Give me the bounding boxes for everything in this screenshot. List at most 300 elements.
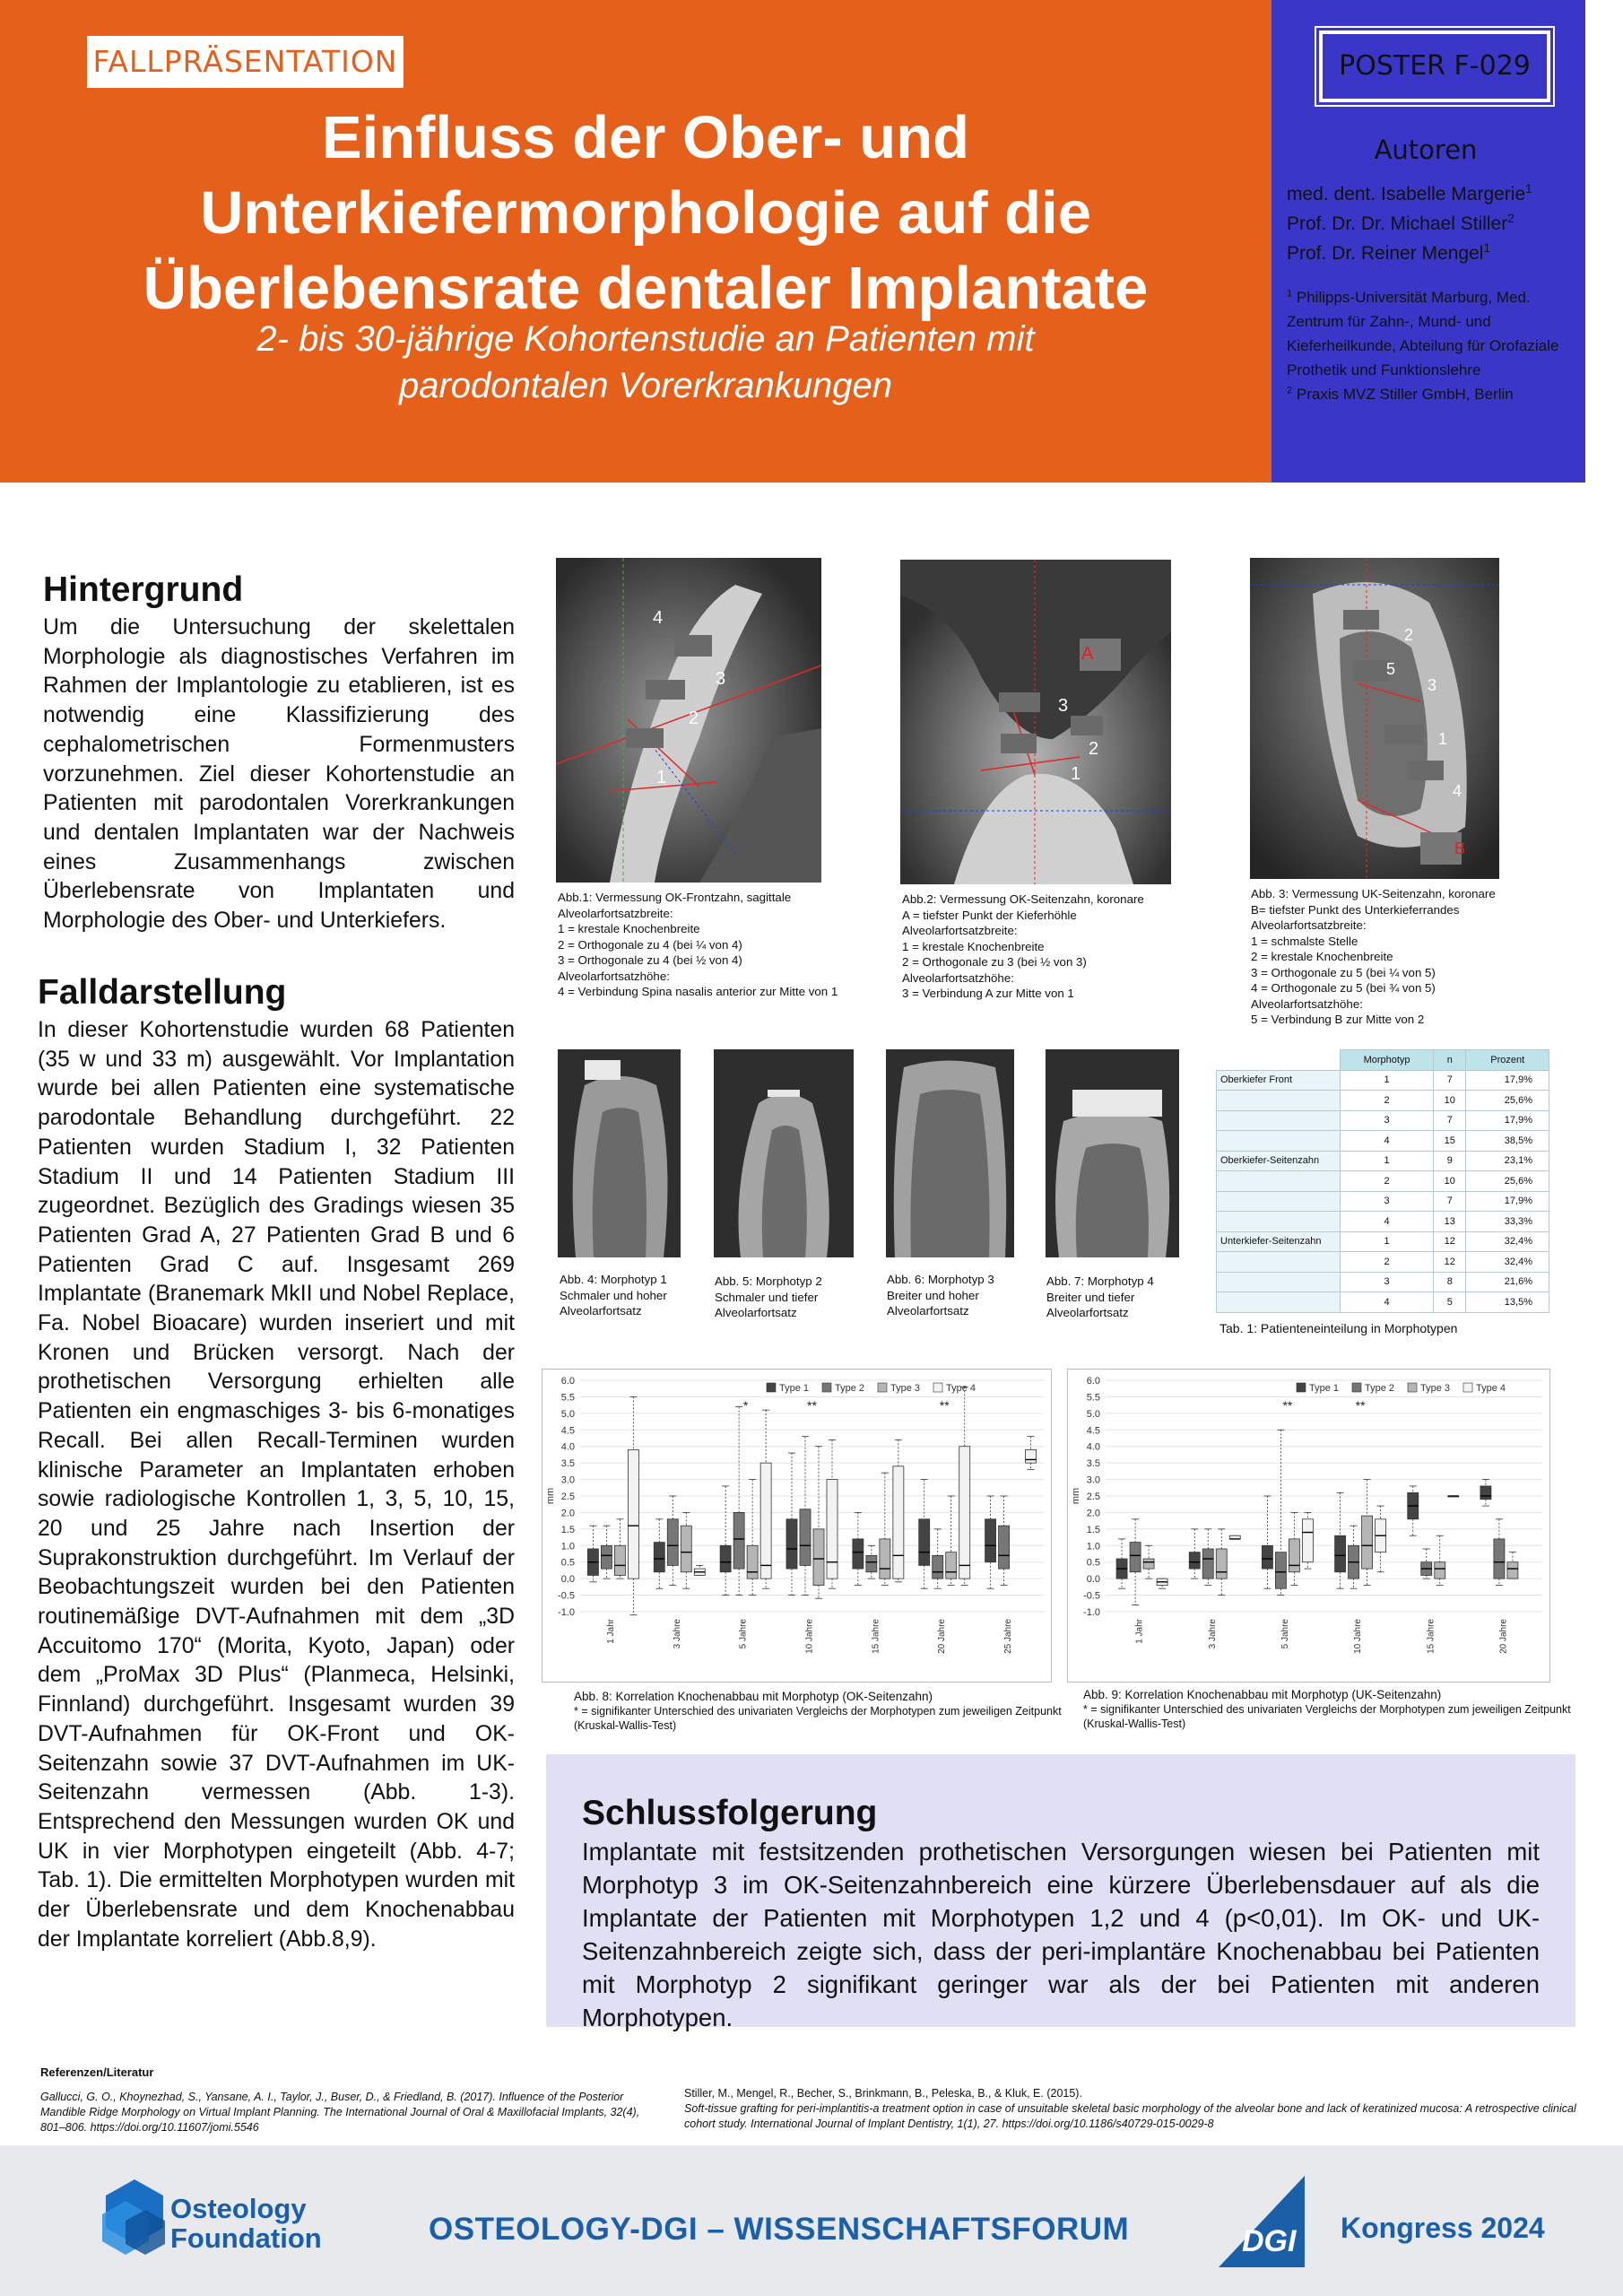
box — [827, 1480, 838, 1579]
legend-label: Type 4 — [946, 1383, 976, 1394]
table-cell: 25,6% — [1466, 1171, 1549, 1192]
figure-caption-abb4 — [560, 1272, 694, 1319]
box — [1335, 1535, 1346, 1572]
redaction-box — [1343, 610, 1379, 630]
table-group-cell: Oberkiefer Front — [1217, 1070, 1341, 1091]
y-tick-label: 1.0 — [560, 1541, 575, 1552]
author-name: med. dent. Isabelle Margerie — [1287, 184, 1526, 204]
morphotype-image-2 — [714, 1049, 854, 1257]
caption-line: Breiter und tiefer — [1046, 1290, 1135, 1304]
x-tick-label: 10 Jahre — [1353, 1619, 1364, 1654]
affiliation-item — [1287, 382, 1583, 406]
measurement-label: 3 — [1428, 676, 1437, 694]
legend-label: Type 3 — [890, 1383, 921, 1394]
table-cell: 1 — [1341, 1151, 1434, 1171]
y-tick-label: 5.5 — [1086, 1392, 1100, 1404]
table-cell: 12 — [1434, 1231, 1466, 1252]
section-heading: Falldarstellung — [38, 973, 287, 1012]
table-row — [1217, 1171, 1549, 1192]
box — [1480, 1486, 1491, 1500]
box — [1275, 1552, 1286, 1589]
caption-line: Abb. 3: Vermessung UK-Seitenzahn, koronare — [1251, 887, 1496, 900]
case-presentation-tag: FALLPRÄSENTATION — [87, 36, 404, 88]
caption-line: 3 = Verbindung A zur Mitte von 1 — [902, 987, 1074, 1000]
y-tick-label: 3.5 — [1086, 1458, 1100, 1470]
reference-2-title: Soft-tissue grafting for peri-implantitis-a treatment option in case of unsuitable skeletal basic morphology of the alveolar bone and lack of keratinized mucosa: A retrospective clinical cohort study. International Journal of Implant Dentistry, 1(1), 27. https://doi.org/10.1186/s40729-015-0029-8 — [684, 2102, 1576, 2130]
table-cell: 2 — [1341, 1171, 1434, 1192]
table-cell: 2 — [1341, 1091, 1434, 1111]
table-group-cell — [1217, 1171, 1341, 1192]
caption-line: Schmaler und tiefer — [715, 1290, 819, 1304]
author-list — [1287, 179, 1583, 268]
box — [747, 1545, 758, 1578]
box — [601, 1545, 612, 1569]
section-hintergrund — [43, 570, 515, 936]
table-row — [1217, 1292, 1549, 1313]
y-axis-label: mm — [1071, 1487, 1081, 1505]
table-group-cell — [1217, 1212, 1341, 1232]
redaction-box — [1001, 734, 1037, 753]
table-cell: 9 — [1434, 1151, 1466, 1171]
legend-label: Type 2 — [835, 1383, 865, 1394]
box — [614, 1545, 625, 1575]
caption-line: (Kruskal-Wallis-Test) — [574, 1719, 677, 1732]
y-tick-label: 2.0 — [1086, 1508, 1100, 1519]
section-body: Implantate mit festsitzenden prothetischen Versorgungen wiesen bei Patienten mit Morphotyp 3 im OK-Seitenzahnbereich eine kürzere Überlebensdauer auf als die Implantate der Patienten mit Morphotypen 1,2 und 4 (p<0,01). Im OK- und UK-Seitenzahnbereich zeigte sich, dass der peri-implantäre Knochenabbau bei Patienten mit Morphotyp 2 signifikant geringer war als der bei Patienten mit anderen Morphotypen. — [582, 1838, 1540, 2031]
box — [946, 1552, 957, 1578]
table-cell: 1 — [1341, 1070, 1434, 1091]
caption-line: * = signifikanter Unterschied des univariaten Vergleichs der Morphotypen zum jeweiligen Zeitpunkt — [574, 1705, 1062, 1718]
table-row — [1217, 1191, 1549, 1212]
caption-line: 2 = Orthogonale zu 4 (bei ¼ von 4) — [558, 937, 742, 952]
redaction-box — [1384, 725, 1424, 744]
affiliation-sup: 1 — [1287, 288, 1293, 300]
x-tick-label: 5 Jahre — [738, 1619, 749, 1649]
x-tick-label: 25 Jahre — [1003, 1619, 1014, 1654]
caption-line: Alveolarfortsatzbreite: — [1251, 918, 1367, 932]
morphotype-image-1 — [558, 1049, 681, 1257]
section-schlussfolgerung — [546, 1754, 1575, 2031]
affiliation-item — [1287, 285, 1583, 382]
table-row — [1217, 1252, 1549, 1273]
x-tick-label: 15 Jahre — [1426, 1619, 1436, 1654]
y-tick-label: 4.0 — [1086, 1441, 1100, 1453]
cbct-image-abb2 — [900, 560, 1171, 884]
measurement-label: 1 — [656, 768, 667, 787]
section-heading: Hintergrund — [43, 570, 244, 609]
caption-line: 1 = krestale Knochenbreite — [558, 922, 700, 935]
author-sup: 1 — [1525, 182, 1532, 196]
y-tick-label: 1.0 — [1086, 1541, 1100, 1552]
box — [1435, 1562, 1445, 1578]
box — [1507, 1562, 1518, 1578]
cbct-image-abb3 — [1250, 558, 1499, 879]
y-axis-label: mm — [545, 1487, 556, 1505]
table-cell: 13 — [1434, 1212, 1466, 1232]
poster-id-badge: POSTER F-029 — [1319, 30, 1550, 102]
measurement-label: 2 — [1089, 739, 1099, 759]
legend-swatch — [1297, 1383, 1306, 1392]
significance-marker: ** — [807, 1398, 817, 1413]
section-heading: Schlussfolgerung — [582, 1794, 878, 1832]
table-group-cell — [1217, 1110, 1341, 1131]
cbct-image-abb1 — [556, 558, 821, 883]
section-falldarstellung — [38, 973, 515, 1955]
figure-caption-abb5 — [715, 1274, 849, 1321]
morphotype-image-3 — [886, 1049, 1014, 1257]
box — [1143, 1559, 1154, 1569]
y-tick-label: 5.5 — [560, 1392, 575, 1404]
caption-line: 1 = schmalste Stelle — [1251, 934, 1358, 948]
table-cell: 2 — [1341, 1252, 1434, 1273]
legend-swatch — [933, 1383, 942, 1392]
osteology-foundation-wordmark — [170, 2194, 322, 2253]
title-line: Einfluss der Ober- und — [321, 104, 970, 171]
legend-swatch — [822, 1383, 831, 1392]
author-sup: 1 — [1483, 241, 1491, 255]
figure-caption-abb3 — [1251, 886, 1583, 1028]
table-group-cell — [1217, 1131, 1341, 1152]
table-cell: 4 — [1341, 1131, 1434, 1152]
table-cell: 3 — [1341, 1272, 1434, 1292]
section-body: Um die Untersuchung der skelettalen Morphologie als diagnostisches Verfahren im Rahmen der Implantologie zu etablieren, ist es notwendig eine Klassifizierung des cephalometrischen Formenmusters vorzunehmen. Ziel dieser Kohortenstudie an Patienten mit parodontalen Vorerkrankungen und dentalen Implantaten war der Nachweis eines Zusammenhangs zwischen Überlebensrate von Implantaten und Morphologie des Ober- und Unterkiefers. — [43, 615, 515, 934]
box — [893, 1466, 904, 1578]
caption-line: A = tiefster Punkt der Kieferhöhle — [902, 908, 1077, 922]
chart-abb8-svg — [542, 1370, 1051, 1682]
x-tick-label: 10 Jahre — [804, 1619, 815, 1654]
table-cell: 10 — [1434, 1091, 1466, 1111]
table-cell: 38,5% — [1466, 1131, 1549, 1152]
x-tick-label: 1 Jahr — [605, 1619, 616, 1644]
box — [786, 1519, 797, 1569]
dgi-logo — [1215, 2172, 1318, 2271]
y-tick-label: 6.0 — [1086, 1376, 1100, 1387]
table-cell: 4 — [1341, 1292, 1434, 1313]
figure-caption-abb2 — [902, 891, 1207, 1002]
caption-line: Abb. 7: Morphotyp 4 — [1046, 1274, 1154, 1288]
forum-title: OSTEOLOGY-DGI – WISSENSCHAFTSFORUM — [429, 2212, 1130, 2247]
subtitle-line: parodontalen Vorerkrankungen — [398, 366, 893, 405]
box — [853, 1539, 864, 1569]
box — [720, 1545, 731, 1571]
legend-swatch — [878, 1383, 887, 1392]
box — [959, 1447, 970, 1578]
box — [1302, 1519, 1313, 1562]
author-item — [1287, 239, 1583, 268]
legend-swatch — [1352, 1383, 1361, 1392]
measurement-label: 4 — [1453, 782, 1462, 800]
caption-line: Breiter und hoher — [887, 1288, 979, 1302]
measurement-label: A — [1081, 644, 1094, 664]
author-sup: 2 — [1507, 212, 1515, 225]
logo-line: Foundation — [170, 2222, 322, 2254]
caption-line: Alveolarfortsatzbreite: — [558, 906, 673, 920]
table-row — [1217, 1151, 1549, 1171]
affiliation-text: Praxis MVZ Stiller GmbH, Berlin — [1296, 386, 1514, 403]
box — [999, 1526, 1010, 1569]
y-tick-label: 0.0 — [1086, 1574, 1100, 1586]
y-tick-label: 2.5 — [1086, 1492, 1100, 1502]
table-cell: 23,1% — [1466, 1151, 1549, 1171]
measurement-label: 1 — [1071, 764, 1081, 784]
redaction-box — [1408, 761, 1444, 780]
y-tick-label: 0.5 — [560, 1557, 575, 1569]
x-tick-label: 1 Jahr — [1134, 1619, 1145, 1644]
redaction-box — [674, 635, 712, 657]
table-cell: 3 — [1341, 1191, 1434, 1212]
affiliation-text: Philipps-Universität Marburg, Med. Zentrum für Zahn-, Mund- und Kieferheilkunde, Abteilung für Orofaziale Prothetik und Funktionslehre — [1287, 289, 1559, 378]
table-cell: 21,6% — [1466, 1272, 1549, 1292]
measurement-label: 2 — [689, 709, 699, 728]
box — [933, 1555, 943, 1578]
caption-line: Alveolarfortsatzhöhe: — [558, 969, 670, 983]
caption-line: Abb.1: Vermessung OK-Frontzahn, sagittale — [558, 891, 792, 904]
x-tick-label: 3 Jahre — [672, 1619, 682, 1649]
table-group-cell — [1217, 1191, 1341, 1212]
significance-marker: ** — [1282, 1398, 1293, 1413]
table-cell: 32,4% — [1466, 1252, 1549, 1273]
table-header: Morphotyp — [1341, 1050, 1434, 1071]
table-cell: 17,9% — [1466, 1110, 1549, 1131]
table-group-cell: Unterkiefer-Seitenzahn — [1217, 1231, 1341, 1252]
caption-line: Alveolarfortsatz — [887, 1304, 969, 1318]
authors-heading: Autoren — [1374, 135, 1478, 165]
box — [1216, 1549, 1227, 1578]
redaction-box — [626, 728, 664, 748]
poster-subtitle — [135, 316, 1157, 409]
table-row — [1217, 1231, 1549, 1252]
measurement-label: 5 — [1386, 660, 1396, 678]
box — [1262, 1545, 1272, 1569]
caption-line: Abb. 8: Korrelation Knochenabbau mit Morphotyp (OK-Seitenzahn) — [574, 1690, 933, 1703]
x-tick-label: 20 Jahre — [937, 1619, 948, 1654]
redaction-box — [999, 692, 1040, 712]
table-cell: 15 — [1434, 1131, 1466, 1152]
chart-abb9 — [1067, 1369, 1550, 1683]
chart-abb8 — [542, 1369, 1052, 1683]
x-tick-label: 3 Jahre — [1207, 1619, 1218, 1649]
figure-caption-abb1 — [558, 890, 890, 1000]
references-heading: Referenzen/Literatur — [40, 2066, 154, 2079]
table-group-cell: Oberkiefer-Seitenzahn — [1217, 1151, 1341, 1171]
y-tick-label: 1.5 — [560, 1524, 575, 1535]
measurement-label: 4 — [653, 608, 664, 628]
box — [760, 1463, 771, 1578]
caption-line: Abb. 6: Morphotyp 3 — [887, 1273, 994, 1286]
y-tick-label: -1.0 — [558, 1607, 575, 1618]
y-tick-label: -0.5 — [558, 1590, 575, 1602]
caption-line: Alveolarfortsatzbreite: — [902, 924, 1018, 937]
table-cell: 5 — [1434, 1292, 1466, 1313]
table-group-cell — [1217, 1091, 1341, 1111]
table-group-cell — [1217, 1292, 1341, 1313]
y-tick-label: -0.5 — [1083, 1590, 1100, 1602]
table-cell: 25,6% — [1466, 1091, 1549, 1111]
reference-2-authors: Stiller, M., Mengel, R., Becher, S., Brinkmann, B., Peleska, B., & Kluk, E. (2015). — [684, 2087, 1082, 2100]
significance-marker: ** — [1355, 1398, 1366, 1413]
x-tick-label: 15 Jahre — [871, 1619, 881, 1654]
legend-label: Type 4 — [1476, 1383, 1506, 1394]
subtitle-line: 2- bis 30-jährige Kohortenstudie an Patienten mit — [256, 319, 1035, 359]
table-cell: 17,9% — [1466, 1070, 1549, 1091]
y-tick-label: 0.0 — [560, 1574, 575, 1586]
affiliations — [1287, 285, 1583, 406]
congress-label: Kongress 2024 — [1341, 2212, 1545, 2244]
redaction-box — [646, 680, 685, 700]
caption-line: Abb.2: Vermessung OK-Seitenzahn, koronare — [902, 892, 1144, 906]
table-cell: 17,9% — [1466, 1191, 1549, 1212]
chart-abb9-svg — [1068, 1370, 1549, 1682]
box — [1362, 1516, 1373, 1569]
caption-line: B= tiefster Punkt des Unterkieferrandes — [1251, 902, 1460, 917]
caption-line: Alveolarfortsatz — [1046, 1306, 1129, 1319]
table-row — [1217, 1131, 1549, 1152]
figure-caption-abb7 — [1046, 1274, 1181, 1321]
table-header — [1217, 1050, 1341, 1071]
box — [919, 1519, 930, 1566]
box — [1494, 1539, 1505, 1578]
section-body: In dieser Kohortenstudie wurden 68 Patienten (35 w und 33 m) ausgewählt. Vor Implantation wurde bei allen Patienten eine systematische parodontale Behandlung durchgeführt. 22 Patienten wurden Stadium I, 32 Patienten Stadium II und 14 Patienten Stadium III zugeordnet. Bezüglich des Gradings wiesen 35 Patienten Grad A, 27 Patienten Grad B und 6 Patienten Grad C auf. Insgesamt 269 Implantate (Branemark MkII und Nobel Replace, Fa. Nobel Bioacare) wurden inseriert und mit Kronen und Brücken versorgt. Nach der prothetischen Versorgung erhielten alle Patienten ein engmaschiges 3- bis 6-monatiges Recall. Bei allen Recall-Terminen wurden klinische Parameter an Implantaten erhoben sowie radiologische Kontrollen 1, 3, 5, 10, 15, 20 und 25 Jahre nach Insertion der Suprakonstruktion durchgeführt. Im Verlauf der Beobachtungszeit wurden bei den Patienten routinemäßige DVT-Aufnahmen mit dem „3D Accuitomo 170“ (Morita, Kyoto, Japan) oder dem „ProMax 3D Plus“ (Planmeca, Helsinki, Finnland) durchgeführt. Insgesamt wurden 39 DVT-Aufnahmen für OK-Front und OK-Seitenzahn sowie 37 DVT-Aufnahmen im UK-Seitenzahn vermessen (Abb. 1-3). Entsprechend den Messungen wurden OK und UK in vier Morphotypen eingeteilt (Abb. 4-7; Tab. 1). Die ermittelten Morphotypen wurden mit der Überlebensrate und dem Knochenabbau der Implantate korreliert (Abb.8,9). — [38, 1018, 515, 1952]
caption-line: 3 = Orthogonale zu 5 (bei ¼ von 5) — [1251, 965, 1436, 979]
y-tick-label: 3.0 — [1086, 1474, 1100, 1486]
caption-line: (Kruskal-Wallis-Test) — [1083, 1718, 1186, 1730]
y-tick-label: -1.0 — [1083, 1607, 1100, 1618]
caption-line: Abb. 5: Morphotyp 2 — [715, 1274, 822, 1288]
significance-marker: * — [742, 1398, 749, 1413]
caption-line: * = signifikanter Unterschied des univariaten Vergleichs der Morphotypen zum jeweiligen Zeitpunkt — [1083, 1703, 1571, 1716]
legend-label: Type 3 — [1420, 1383, 1451, 1394]
table-group-cell — [1217, 1252, 1341, 1273]
table-row — [1217, 1212, 1549, 1232]
legend-label: Type 1 — [779, 1383, 810, 1394]
x-tick-label: 5 Jahre — [1280, 1619, 1290, 1649]
table-row — [1217, 1070, 1549, 1091]
chart-caption-abb9 — [1083, 1688, 1585, 1731]
table-cell: 10 — [1434, 1171, 1466, 1192]
author-name: Prof. Dr. Dr. Michael Stiller — [1287, 213, 1508, 234]
y-tick-label: 2.5 — [560, 1492, 575, 1502]
table-cell: 1 — [1341, 1231, 1434, 1252]
caption-line: 4 = Verbindung Spina nasalis anterior zur Mitte von 1 — [558, 985, 838, 998]
y-tick-label: 6.0 — [560, 1376, 575, 1387]
y-tick-label: 4.0 — [560, 1441, 575, 1453]
y-tick-label: 4.5 — [1086, 1425, 1100, 1437]
redaction-box — [1354, 660, 1390, 682]
author-name: Prof. Dr. Reiner Mengel — [1287, 243, 1484, 264]
table-cell: 7 — [1434, 1110, 1466, 1131]
reference-1: Gallucci, G. O., Khoynezhad, S., Yansane, A. I., Taylor, J., Buser, D., & Friedland, B. (2017). Influence of the Posterior Mandible Ridge Morphology on Virtual Implant Planning. The International Journal of Oral & Maxillofacial Implants, 32(4), 801–806. https://doi.org/10.11607/jomi.5546 — [40, 2091, 640, 2134]
y-tick-label: 2.0 — [560, 1508, 575, 1519]
table-cell: 3 — [1341, 1110, 1434, 1131]
box — [866, 1555, 877, 1571]
table-cell: 12 — [1434, 1252, 1466, 1273]
y-tick-label: 3.5 — [560, 1458, 575, 1470]
legend-label: Type 2 — [1365, 1383, 1395, 1394]
table-cell: 7 — [1434, 1191, 1466, 1212]
table-cell: 32,4% — [1466, 1231, 1549, 1252]
table-row — [1217, 1091, 1549, 1111]
redaction-box — [1071, 716, 1103, 735]
table-cell: 7 — [1434, 1070, 1466, 1091]
morphotype-image-4 — [1046, 1049, 1179, 1257]
box — [800, 1509, 811, 1566]
table-caption: Tab. 1: Patienteneinteilung in Morphotypen — [1219, 1321, 1458, 1335]
box — [1189, 1552, 1200, 1569]
y-tick-label: 5.0 — [560, 1408, 575, 1420]
dgi-logo-text: DGI — [1242, 2224, 1297, 2258]
legend-label: Type 1 — [1309, 1383, 1340, 1394]
box — [733, 1512, 744, 1569]
table-body — [1217, 1070, 1549, 1312]
caption-line: Schmaler und hoher — [560, 1288, 667, 1302]
legend-swatch — [1408, 1383, 1417, 1392]
figure-caption-abb6 — [887, 1272, 1021, 1319]
measurement-label: 1 — [1438, 730, 1448, 748]
box — [1202, 1549, 1213, 1578]
measurement-label: 2 — [1404, 626, 1414, 644]
legend-swatch — [767, 1383, 776, 1392]
author-item — [1287, 179, 1583, 209]
box — [985, 1519, 996, 1562]
table-header: n — [1434, 1050, 1466, 1071]
table-header-row — [1217, 1050, 1549, 1071]
table-group-cell — [1217, 1272, 1341, 1292]
table-row — [1217, 1110, 1549, 1131]
legend-swatch — [1463, 1383, 1472, 1392]
caption-line: 2 = krestale Knochenbreite — [1251, 950, 1393, 963]
caption-line: 3 = Orthogonale zu 4 (bei ½ von 4) — [558, 953, 742, 967]
caption-line: Alveolarfortsatz — [560, 1304, 642, 1318]
significance-marker: ** — [939, 1398, 950, 1413]
caption-line: Abb. 4: Morphotyp 1 — [560, 1273, 667, 1286]
caption-line: Alveolarfortsatz — [715, 1306, 797, 1319]
caption-line: 5 = Verbindung B zur Mitte von 2 — [1251, 1013, 1425, 1026]
poster-title — [36, 100, 1255, 326]
box — [1289, 1539, 1299, 1572]
caption-line: 4 = Orthogonale zu 5 (bei ¾ von 5) — [1251, 981, 1436, 995]
caption-line: Abb. 9: Korrelation Knochenabbau mit Morphotyp (UK-Seitenzahn) — [1083, 1688, 1442, 1701]
measurement-label: 3 — [1058, 696, 1069, 716]
x-tick-label: 20 Jahre — [1498, 1619, 1509, 1654]
y-tick-label: 3.0 — [560, 1474, 575, 1486]
table-header: Prozent — [1466, 1050, 1549, 1071]
measurement-label: B — [1454, 839, 1466, 857]
caption-line: 1 = krestale Knochenbreite — [902, 939, 1045, 953]
caption-line: 2 = Orthogonale zu 3 (bei ½ von 3) — [902, 955, 1087, 969]
table-cell: 4 — [1341, 1212, 1434, 1232]
table-row — [1217, 1272, 1549, 1292]
table-cell: 13,5% — [1466, 1292, 1549, 1313]
box — [813, 1529, 824, 1586]
y-tick-label: 1.5 — [1086, 1524, 1100, 1535]
author-item — [1287, 209, 1583, 239]
box — [1026, 1449, 1037, 1463]
logo-line: Osteology — [170, 2193, 307, 2224]
title-line: Unterkiefermorphologie auf die — [200, 179, 1091, 247]
chart-caption-abb8 — [574, 1690, 1076, 1733]
title-line: Überlebensrate dentaler Implantate — [143, 255, 1149, 322]
box — [654, 1543, 664, 1572]
y-tick-label: 4.5 — [560, 1425, 575, 1437]
y-tick-label: 0.5 — [1086, 1557, 1100, 1569]
caption-line: Alveolarfortsatzhöhe: — [1251, 996, 1363, 1011]
table-cell: 33,3% — [1466, 1212, 1549, 1232]
box — [667, 1519, 678, 1566]
box — [1130, 1543, 1141, 1572]
box — [628, 1449, 638, 1578]
caption-line: Alveolarfortsatzhöhe: — [902, 970, 1014, 985]
affiliation-sup: 2 — [1287, 385, 1293, 396]
